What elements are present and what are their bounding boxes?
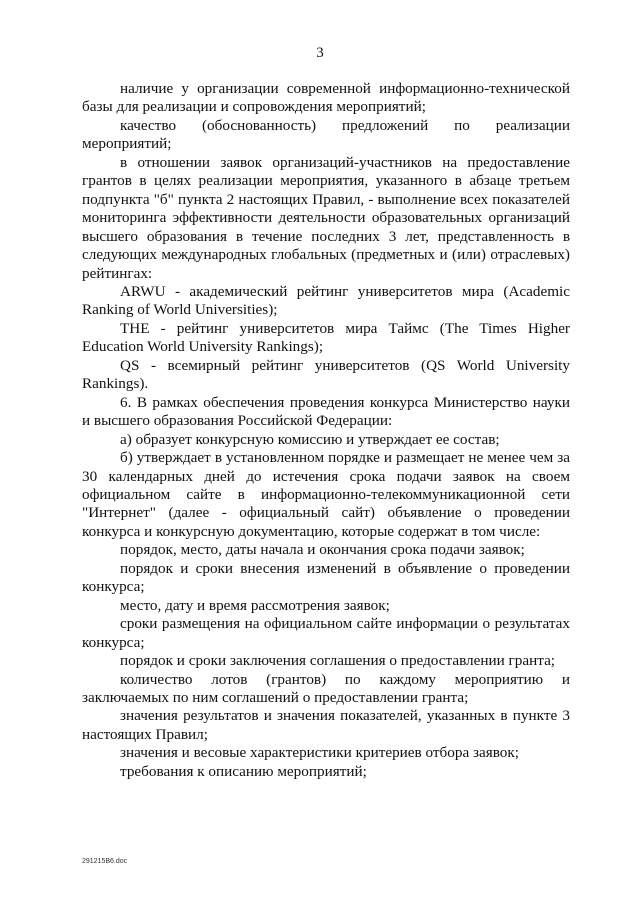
- paragraph: в отношении заявок организаций-участников на предоставление грантов в целях реализации мероприятия, указанного в абзаце третьем подпункта "б" пункта 2 настоящих Правил, - выполнение всех показателей мониторинга эффективности деятельности образовательных организаций высшего образования в течение последних 3 лет, представленность в следующих международных глобальных (предметных и (или) отраслевых) рейтингах:: [82, 153, 570, 282]
- paragraph: ARWU - академический рейтинг университетов мира (Academic Ranking of World Universities);: [82, 282, 570, 319]
- paragraph: 6. В рамках обеспечения проведения конкурса Министерство науки и высшего образования Российской Федерации:: [82, 393, 570, 430]
- paragraph: порядок и сроки заключения соглашения о предоставлении гранта;: [120, 652, 556, 670]
- paragraph: QS - всемирный рейтинг университетов (QS World University Rankings).: [82, 356, 570, 393]
- paragraph: наличие у организации современной информационно-технической базы для реализации и сопровождения мероприятий;: [82, 80, 570, 116]
- paragraph: б) утверждает в установленном порядке и размещает не менее чем за 30 календарных дней до истечения срока подачи заявок на своем официальном сайте в информационно-телекоммуникационной сети "Интернет" (далее - официальный сайт) объявление о проведении конкурса и конкурсную документацию, которые содержат в том числе:: [82, 449, 570, 540]
- paragraph: THE - рейтинг университетов мира Таймс (The Times Higher Education World University Rankings);: [82, 319, 570, 356]
- file-reference: 291215B6.doc: [82, 858, 128, 865]
- paragraph: а) образует конкурсную комиссию и утверждает ее состав;: [120, 430, 500, 448]
- paragraph: порядок и сроки внесения изменений в объявление о проведении конкурса;: [82, 559, 570, 596]
- page-number: 3: [316, 45, 324, 61]
- document-body: [82, 80, 570, 781]
- paragraph: количество лотов (грантов) по каждому мероприятию и заключаемых по ним соглашений о предоставлении гранта;: [82, 670, 570, 706]
- paragraph: значения и весовые характеристики критериев отбора заявок;: [120, 744, 519, 762]
- paragraph: место, дату и время рассмотрения заявок;: [120, 596, 390, 614]
- paragraph: требования к описанию мероприятий;: [120, 762, 367, 780]
- paragraph: качество (обоснованность) предложений по реализации мероприятий;: [82, 116, 570, 153]
- paragraph: значения результатов и значения показателей, указанных в пункте 3 настоящих Правил;: [82, 707, 570, 743]
- paragraph: сроки размещения на официальном сайте информации о результатах конкурса;: [82, 615, 570, 651]
- paragraph: порядок, место, даты начала и окончания срока подачи заявок;: [120, 541, 525, 559]
